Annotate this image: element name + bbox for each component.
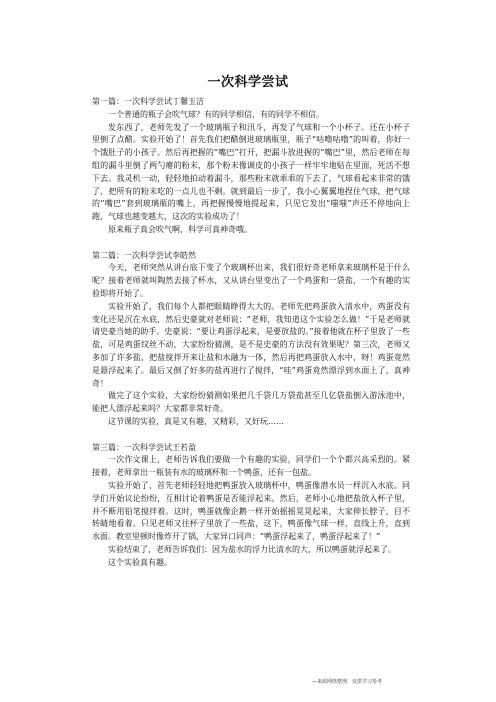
document-title: 一次科学尝试 — [207, 75, 289, 90]
paragraph: 实验开始了，我们每个人都把眼睛睁得大大的。老师先把鸡蛋放入清水中，鸡蛋没有变化还是沉在水底，然后史豪就对老师说：“老师，我知道这个实验怎么做！”于是老师就请史豪当她的助手。史豪说：“要让鸡蛋浮起来，是要放盐的。”接着他就在杯子里放了一些盐，可是鸡蛋纹丝不动，大家纷纷猜测，是不是史豪的方法没有效果呢？第三次，老师又多加了许多盐，把盐搅拌开来让盐和水融为一体，然后再把鸡蛋放入水中，呀！鸡蛋竟然是悬浮起来了。最后又倒了好多的盐再进行了搅拌，“哇”鸡蛋竟然漂浮到水面上了，真神奇！ — [92, 301, 410, 388]
paragraph: 这个实验真有趣。 — [108, 557, 172, 567]
section-1 — [92, 96, 410, 237]
paragraph: 这节课的实验，真是又有趣，又精彩，又好玩…… — [108, 416, 284, 426]
paragraph: 今天，老师突然从讲台底下变了个玻璃杯出来，我们很好奇老师拿来玻璃杯是干什么呢？接着老师就叫陶然去接了杯水，又从讲台里变出了一个鸡蛋和一袋盐，一个有趣的实验即将开始了。 — [92, 263, 410, 298]
section-heading: 第一篇：一次科学尝试丁馨玉洁 — [92, 97, 204, 106]
paragraph: 实验结束了，老师告诉我们：因为盐水的浮力比清水的大，所以鸭蛋就浮起来了。 — [108, 544, 396, 554]
paragraph: 做完了这个实验，大家纷纷猜测如果把几千袋几万袋盐甚至几亿袋盐倒入游泳池中，能把人漂浮起来吗？大家都非常好奇。 — [92, 391, 410, 414]
paragraph: 实验开始了，首先老师轻轻地把鸭蛋放入玻璃杯中，鸭蛋像潜水员一样沉入水底。同学们开始议论纷纷，互相讨论着鸭蛋是否能浮起来。然后，老师小心地把盐放入杯子里，并不断用铅笔搅拌着。这时，鸭蛋就像企鹅一样开始摇摇晃晃起来，大家伸长脖子，目不转睛地看着。只见老师又往杯子里放了一些盐，这下，鸭蛋像气球一样，直线上升，直到水面。教室里顿时像炸开了锅，大家异口同声：“鸭蛋浮起来了，鸭蛋浮起来了！” — [92, 480, 410, 542]
section-spacer — [92, 429, 410, 442]
paragraph: 原来瓶子真会吹气啊，科学可真神奇哦。 — [108, 224, 252, 234]
paragraph: 发东西了，老师先发了一个玻璃瓶子和汛斗，再发了气球和一个小杯子。还在小杯子里倒了点醋。实验开始了！首先我们把醋倒进玻璃瓶里，瓶子“咕噜咕噜”的叫着，你好一个饿肚子的小孩子。然后再把握的“嘴巴”打开，把漏斗放进握的“嘴巴”里，然后老师在每组的漏斗里倒了两勺瘪的粉末，那个粉末像调皮的小孩子一样牢牢地贴在里面，死活不想下去。我灵机一动，轻轻地拍动着漏斗，那些粉末就乖乖的下去了，气球看起来非常的饿了，把所有的粉末吃的一点儿也不剩。就到最后一步了，我小心翼翼地捏住气球，把气球的“嘴巴”套到玻璃瓶的嘴上，再把握慢慢地提起来，只见它发出“嗤嗤”声还不停地向上跑，气球也越变越大，这次的实验成功了！ — [92, 122, 410, 222]
paragraph: 一个普通的瓶子会吹气球？有的同学相信，有的同学不相信。 — [108, 109, 324, 119]
section-3 — [92, 442, 410, 570]
section-heading: 第三篇：一次科学尝试王若盈 — [92, 442, 196, 452]
document-body — [92, 96, 410, 569]
section-spacer — [92, 237, 410, 250]
page-footer: —来源网络整理，仅供学习参考 — [312, 679, 383, 685]
section-2 — [92, 250, 410, 429]
paragraph: 一次作文课上，老师告诉我们要做一个有趣的实验，同学们一个个都兴高采烈的。紧接着，老师拿出一瓶装有水的玻璃杯和一个鸭蛋，还有一包盐。 — [92, 455, 410, 478]
section-heading: 第二篇：一次科学尝试李皓然 — [92, 250, 196, 260]
